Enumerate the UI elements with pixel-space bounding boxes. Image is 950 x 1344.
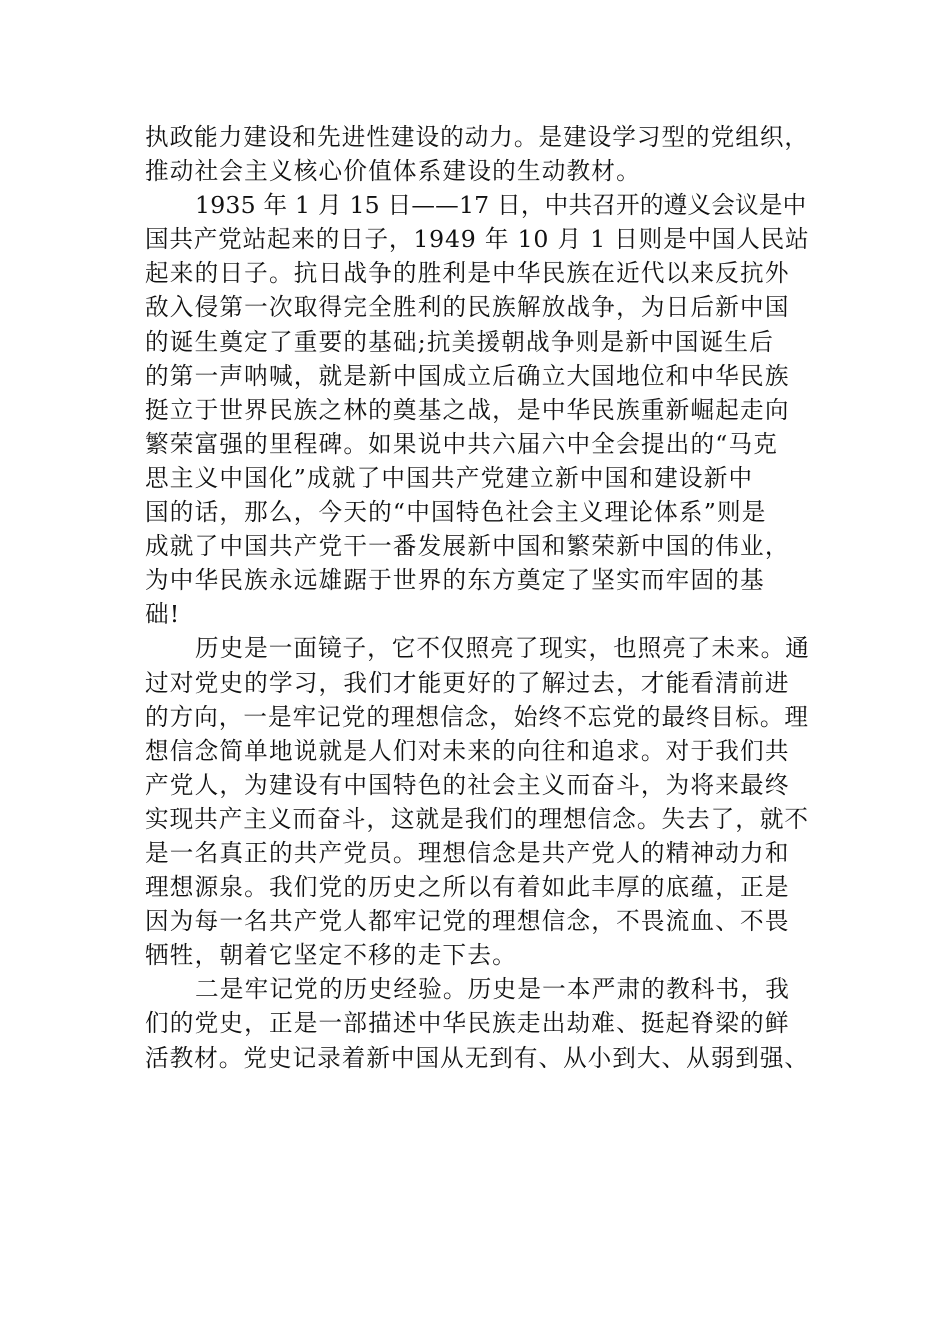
text-line: 牺牲，朝着它坚定不移的走下去。 [145, 941, 517, 970]
paragraph [145, 972, 811, 1074]
text-line: 执政能力建设和先进性建设的动力。是建设学习型的党组织， [145, 123, 810, 151]
text-line: 思主义中国化”成就了中国共产党建立新中国和建设新中 [145, 463, 754, 492]
text-line: 成就了中国共产党干一番发展新中国和繁荣新中国的伟业， [145, 532, 790, 561]
text-line: 因为每一名共产党人都牢记党的理想信念，不畏流血、不畏 [145, 907, 790, 936]
text-line: 二是牢记党的历史经验。历史是一本严肃的教科书，我 [195, 975, 791, 1004]
text-line: 实现共产主义而奋斗，这就是我们的理想信念。失去了，就不 [145, 804, 810, 833]
text-line: 挺立于世界民族之林的奠基之战，是中华民族重新崛起走向 [145, 395, 790, 424]
text-line: 历史是一面镜子，它不仅照亮了现实，也照亮了未来。通 [195, 634, 810, 663]
text-line: 1935 年 1 月 15 日——17 日，中共召开的遵义会议是中 [195, 191, 807, 220]
text-line: 推动社会主义核心价值体系建设的生动教材。 [145, 157, 641, 186]
text-line: 为中华民族永远雄踞于世界的东方奠定了坚实而牢固的基 [145, 566, 765, 595]
paragraph [145, 120, 811, 188]
text-line: 产党人，为建设有中国特色的社会主义而奋斗，为将来最终 [145, 770, 790, 799]
body-text [145, 120, 811, 1075]
text-line: 的第一声呐喊，就是新中国成立后确立大国地位和中华民族 [145, 361, 790, 390]
text-line: 础! [145, 600, 181, 629]
paragraph [145, 188, 811, 631]
text-line: 敌入侵第一次取得完全胜利的民族解放战争，为日后新中国 [145, 293, 790, 322]
text-line: 们的党史，正是一部描述中华民族走出劫难、挺起脊梁的鲜 [145, 1009, 790, 1038]
text-line: 的方向，一是牢记党的理想信念，始终不忘党的最终目标。理 [145, 702, 810, 731]
paragraph [145, 631, 811, 972]
text-line: 国的话，那么，今天的“中国特色社会主义理论体系”则是 [145, 498, 767, 527]
text-line: 活教材。党史记录着新中国从无到有、从小到大、从弱到强、 [145, 1043, 810, 1072]
text-line: 理想源泉。我们党的历史之所以有着如此丰厚的底蕴，正是 [145, 873, 790, 902]
text-line: 国共产党站起来的日子，1949 年 10 月 1 日则是中国人民站 [145, 225, 810, 254]
text-line: 繁荣富强的里程碑。如果说中共六届六中全会提出的“马克 [145, 429, 779, 458]
text-line: 是一名真正的共产党员。理想信念是共产党人的精神动力和 [145, 838, 790, 867]
text-line: 的诞生奠定了重要的基础;抗美援朝战争则是新中国诞生后 [145, 327, 774, 356]
text-line: 过对党史的学习，我们才能更好的了解过去，才能看清前进 [145, 668, 790, 697]
text-line: 想信念简单地说就是人们对未来的向往和追求。对于我们共 [145, 736, 790, 765]
text-line: 起来的日子。抗日战争的胜利是中华民族在近代以来反抗外 [145, 259, 790, 288]
